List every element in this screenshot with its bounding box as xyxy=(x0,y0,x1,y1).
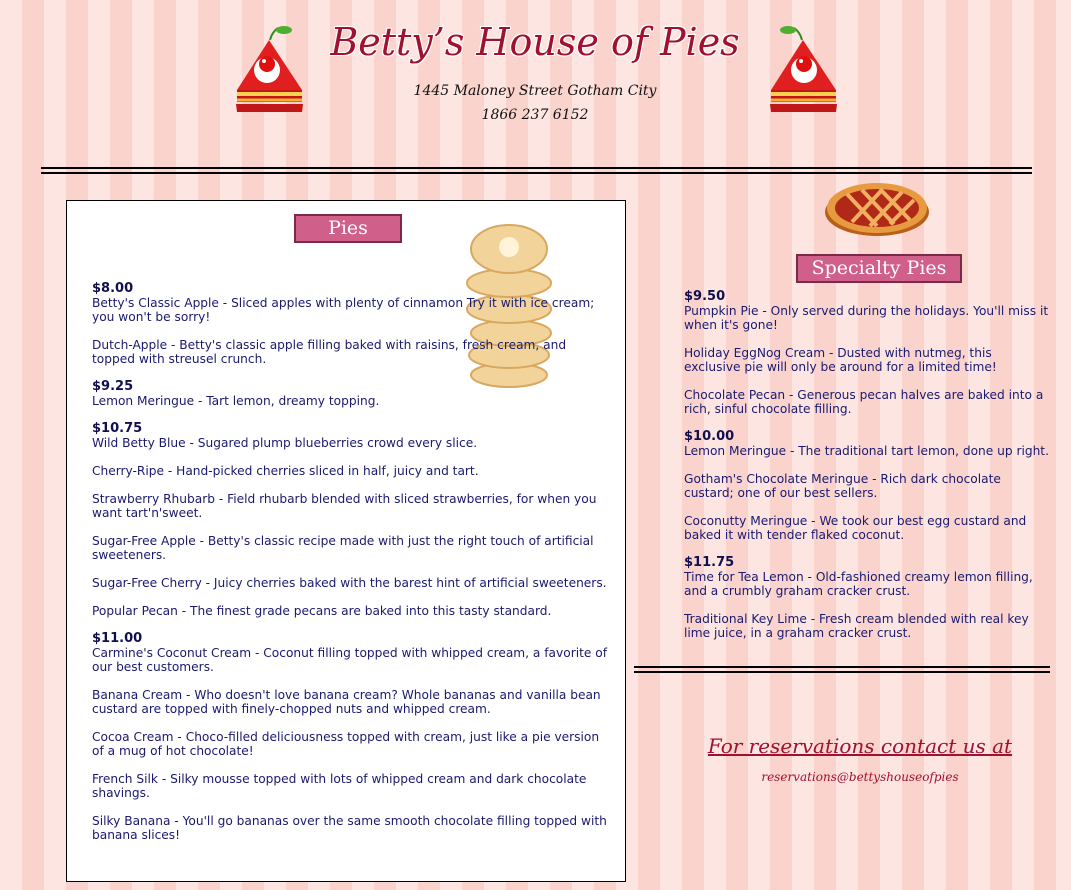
menu-item: Strawberry Rhubarb - Field rhubarb blended with sliced strawberries, for when you want tart'n'sweet. xyxy=(92,492,597,520)
menu-item: Betty's Classic Apple - Sliced apples with plenty of cinnamon Try it with ice cream; you won't be sorry! xyxy=(92,296,595,324)
menu-item: Lemon Meringue - The traditional tart lemon, done up right. xyxy=(684,444,1049,458)
price-group xyxy=(684,430,1049,458)
specialty-divider xyxy=(634,666,1050,673)
price-group xyxy=(92,380,612,408)
menu-item: French Silk - Silky mousse topped with lots of whipped cream and dark chocolate shavings. xyxy=(92,772,587,800)
menu-item: Coconutty Meringue - We took our best egg custard and baked it with tender flaked coconut. xyxy=(684,514,1027,542)
price-group xyxy=(684,556,1049,598)
price: $9.25 xyxy=(92,379,134,394)
menu-item: Sugar-Free Cherry - Juicy cherries baked with the barest hint of artificial sweeteners. xyxy=(92,576,607,590)
price: $10.75 xyxy=(92,421,143,436)
menu-item: Cherry-Ripe - Hand-picked cherries sliced in half, juicy and tart. xyxy=(92,464,479,478)
menu-item: Banana Cream - Who doesn't love banana cream? Whole bananas and vanilla bean custard are topped with finely-chopped nuts and whipped cream. xyxy=(92,688,601,716)
header-divider xyxy=(41,167,1032,174)
pies-heading: Pies xyxy=(294,214,402,243)
lattice-pie-image xyxy=(822,176,932,238)
price-group xyxy=(92,632,612,674)
reservations-heading: For reservations contact us at xyxy=(707,734,1013,758)
price-group xyxy=(684,290,1049,332)
price-group xyxy=(92,422,612,450)
menu-item: Dutch-Apple - Betty's classic apple filling baked with raisins, fresh cream, and topped with streusel crunch. xyxy=(92,338,567,366)
menu-item: Traditional Key Lime - Fresh cream blended with real key lime juice, in a graham cracker crust. xyxy=(684,612,1029,640)
menu-item: Time for Tea Lemon - Old-fashioned creamy lemon filling, and a crumbly graham cracker crust. xyxy=(684,570,1033,598)
reservations-email[interactable]: reservations@bettyshouseofpies xyxy=(761,770,959,784)
menu-item: Silky Banana - You'll go bananas over the same smooth chocolate filling topped with banana slices! xyxy=(92,814,607,842)
cherry-cake-right-icon xyxy=(766,22,841,117)
price: $8.00 xyxy=(92,281,134,296)
menu-item: Pumpkin Pie - Only served during the holidays. You'll miss it when it's gone! xyxy=(684,304,1049,332)
specialty-pies-list xyxy=(684,290,1049,654)
address: 1445 Maloney Street Gotham City xyxy=(413,83,657,99)
site-title: Betty’s House of Pies xyxy=(330,20,740,64)
price: $10.00 xyxy=(684,429,735,444)
price: $11.75 xyxy=(684,555,735,570)
menu-item: Wild Betty Blue - Sugared plump blueberries crowd every slice. xyxy=(92,436,478,450)
pies-menu-panel xyxy=(66,200,626,882)
specialty-pies-heading: Specialty Pies xyxy=(796,254,962,283)
menu-item: Lemon Meringue - Tart lemon, dreamy topping. xyxy=(92,394,380,408)
menu-item: Holiday EggNog Cream - Dusted with nutmeg, this exclusive pie will only be around for a limited time! xyxy=(684,346,997,374)
menu-item: Popular Pecan - The finest grade pecans are baked into this tasty standard. xyxy=(92,604,552,618)
phone-number: 1866 237 6152 xyxy=(481,107,589,123)
pies-list xyxy=(92,282,612,856)
price: $11.00 xyxy=(92,631,143,646)
price-group xyxy=(92,282,612,324)
cherry-cake-left-icon xyxy=(232,22,307,117)
price: $9.50 xyxy=(684,289,726,304)
menu-item: Chocolate Pecan - Generous pecan halves are baked into a rich, sinful chocolate filling. xyxy=(684,388,1044,416)
menu-item: Sugar-Free Apple - Betty's classic recipe made with just the right touch of artificial sweeteners. xyxy=(92,534,594,562)
menu-item: Carmine's Coconut Cream - Coconut filling topped with whipped cream, a favorite of our best customers. xyxy=(92,646,607,674)
menu-item: Cocoa Cream - Choco-filled deliciousness topped with cream, just like a pie version of a mug of hot chocolate! xyxy=(92,730,600,758)
menu-item: Gotham's Chocolate Meringue - Rich dark chocolate custard; one of our best sellers. xyxy=(684,472,1001,500)
